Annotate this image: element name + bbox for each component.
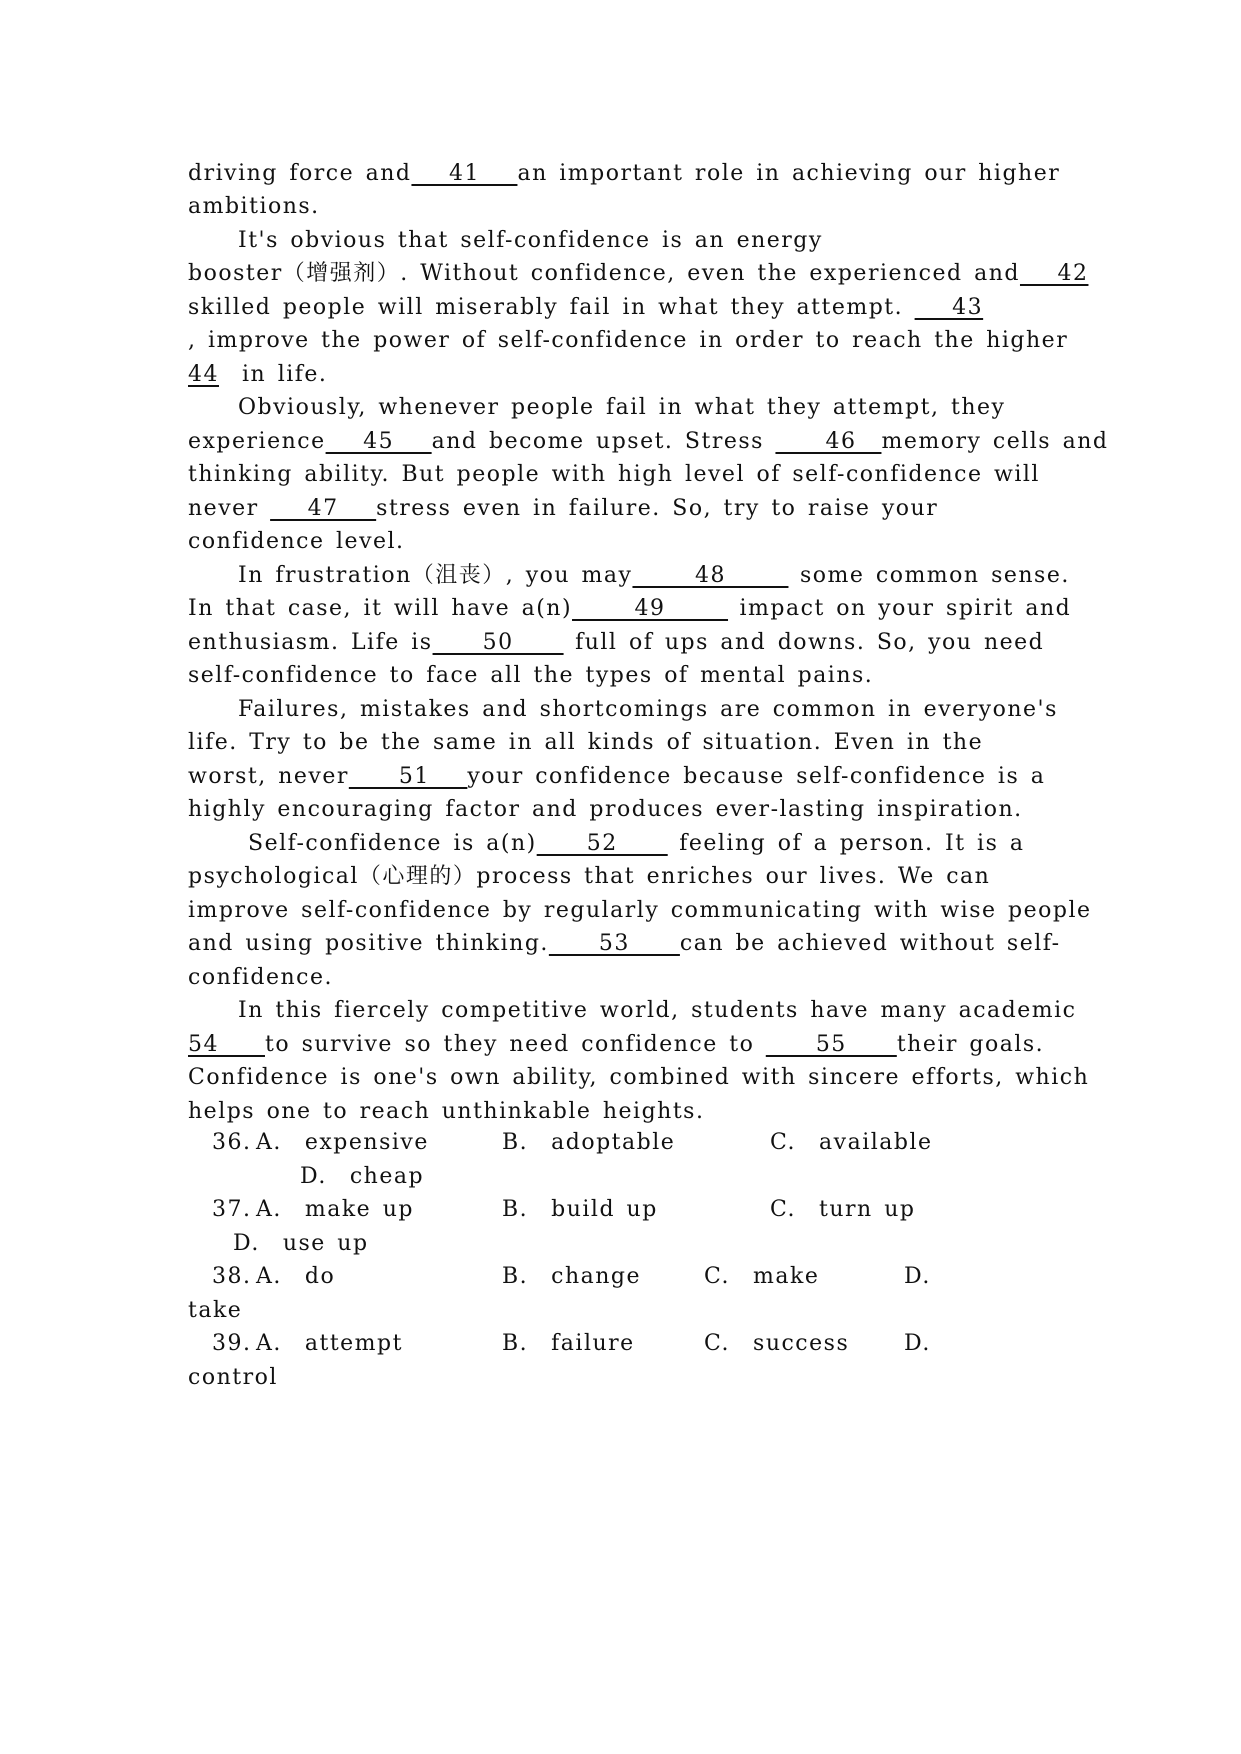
passage-line: life. Try to be the same in all kinds of situation. Even in the [188, 730, 984, 755]
option-d: control [188, 1365, 278, 1390]
blank-43: ___43 [914, 295, 984, 320]
option-d-letter: D. [904, 1331, 931, 1356]
paragraph-start: Obviously, whenever people fail in what they attempt, they [238, 395, 1006, 420]
passage-line: ambitions. [188, 194, 320, 219]
option-d: take [188, 1298, 243, 1323]
passage-line: enthusiasm. Life is____50____ full of ups and downs. So, you need [188, 628, 1044, 658]
blank-42: ___42 [1019, 261, 1089, 286]
passage-line: 54 to survive so they need confidence to ____55____their goals. [188, 1030, 1044, 1060]
option-d-letter: D. [904, 1264, 931, 1289]
blank-53: ____53____ [548, 931, 680, 956]
blank-41: ___41___ [411, 161, 518, 186]
blank-46: ____46__ [775, 429, 882, 454]
question-number: 36. [212, 1130, 252, 1155]
passage-line: booster（增强剂）. Without confidence, even the experienced and___42 [188, 259, 1088, 289]
passage-line: psychological（心理的）process that enriches our lives. We can [188, 864, 991, 889]
passage-line: driving force and___41___an important role in achieving our higher [188, 159, 1060, 189]
option-c: C. turn up [770, 1197, 916, 1222]
passage-line: highly encouraging factor and produces ever-lasting inspiration. [188, 797, 1023, 822]
blank-45: ___45___ [325, 429, 432, 454]
passage-line: never ___47___stress even in failure. So, try to raise your [188, 494, 938, 524]
option-b: B. adoptable [502, 1130, 676, 1155]
paragraph-start: In this fiercely competitive world, students have many academic [238, 998, 1077, 1023]
passage-line: Confidence is one's own ability, combined with sincere efforts, which [188, 1065, 1090, 1090]
blank-50: ____50____ [432, 630, 564, 655]
passage-line: In that case, it will have a(n)_____49_____ impact on your spirit and [188, 594, 1071, 624]
blank-49: _____49_____ [572, 596, 729, 621]
passage-line: confidence. [188, 965, 334, 990]
option-c: C. success [704, 1331, 850, 1356]
blank-52: ____52____ [536, 831, 668, 856]
passage-line: , improve the power of self-confidence in order to reach the higher [188, 328, 1069, 353]
option-a: A. make up [256, 1197, 414, 1222]
passage-line: and using positive thinking.____53____can be achieved without self- [188, 929, 1061, 959]
passage-line: improve self-confidence by regularly communicating with wise people [188, 898, 1092, 923]
option-a: A. do [256, 1264, 336, 1289]
option-c: C. make [704, 1264, 820, 1289]
paragraph-start: Self-confidence is a(n)____52____ feeling of a person. It is a [248, 829, 1024, 859]
option-d: D. use up [233, 1231, 369, 1256]
paragraph-start: It's obvious that self-confidence is an energy [238, 228, 823, 253]
option-a: A. attempt [256, 1331, 403, 1356]
passage-line: self-confidence to face all the types of mental pains. [188, 663, 874, 688]
passage-line: thinking ability. But people with high level of self-confidence will [188, 462, 1040, 487]
question-number: 37. [212, 1197, 252, 1222]
option-b: B. failure [502, 1331, 635, 1356]
passage-line: confidence level. [188, 529, 405, 554]
passage-line: helps one to reach unthinkable heights. [188, 1099, 705, 1124]
blank-47: ___47___ [270, 496, 377, 521]
passage-line: 44 in life. [188, 360, 327, 390]
blank-51: ____51___ [348, 764, 468, 789]
paragraph-start: Failures, mistakes and shortcomings are common in everyone's [238, 697, 1058, 722]
question-number: 39. [212, 1331, 252, 1356]
blank-48: _____48_____ [632, 563, 789, 588]
passage-line: skilled people will miserably fail in what they attempt. ___43 [188, 293, 983, 323]
question-number: 38. [212, 1264, 252, 1289]
passage-line: experience___45___and become upset. Stress ____46__memory cells and [188, 427, 1108, 457]
option-c: C. available [770, 1130, 933, 1155]
blank-44: 44 [188, 362, 219, 387]
option-d: D. cheap [300, 1164, 425, 1189]
passage-line: worst, never____51___your confidence because self-confidence is a [188, 762, 1045, 792]
paragraph-start: In frustration（沮丧）, you may_____48_____ some common sense. [238, 561, 1070, 591]
option-a: A. expensive [256, 1130, 429, 1155]
option-b: B. change [502, 1264, 642, 1289]
blank-54: 54 [188, 1032, 219, 1057]
option-b: B. build up [502, 1197, 658, 1222]
blank-55: ____55____ [765, 1032, 897, 1057]
